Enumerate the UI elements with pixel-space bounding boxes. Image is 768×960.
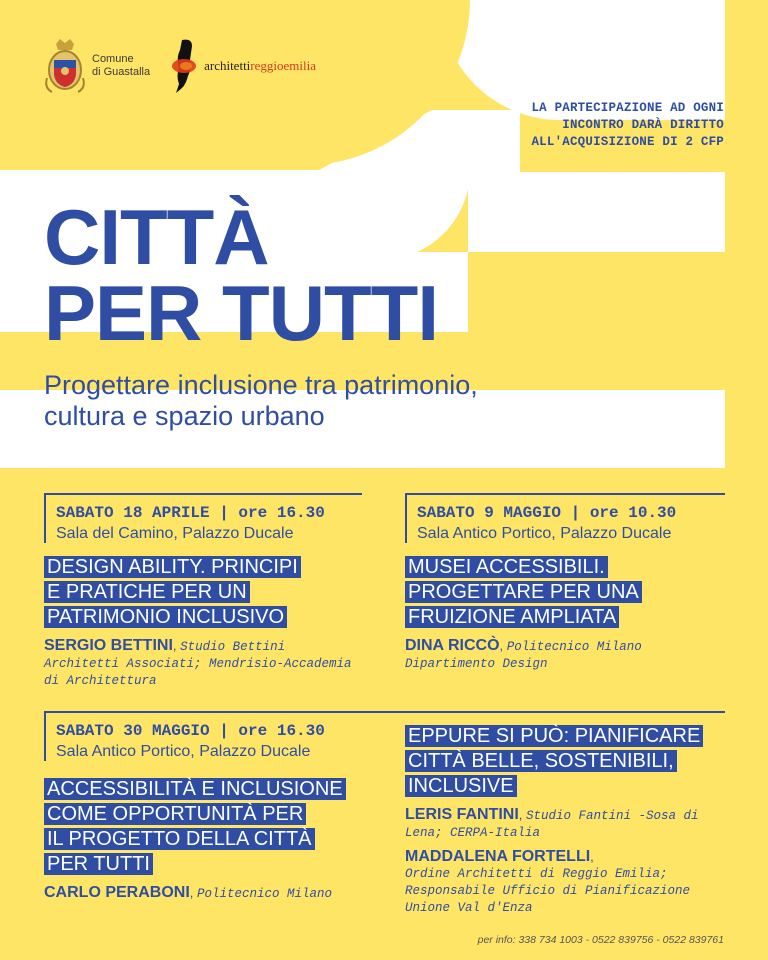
brush-stroke-icon	[170, 38, 200, 94]
event-place: Sala Antico Portico, Palazzo Ducale	[56, 743, 311, 760]
event-3-talk-2	[405, 724, 725, 916]
talk-title: ACCESSIBILITÀ E INCLUSIONE COME OPPORTUNITÀ PER IL PROGETTO DELLA CITTÀ PER TUTTI	[44, 777, 374, 877]
comune-line2: di Guastalla	[92, 66, 151, 78]
event-date: SABATO 18 APRILE | ore 16.30	[56, 504, 325, 522]
talk	[405, 555, 725, 672]
event-header	[405, 493, 725, 543]
logo-architetti-reggio-emilia	[170, 38, 316, 94]
title-line1: CITTÀ	[44, 193, 269, 281]
talk-title: EPPURE SI PUÒ: PIANIFICARE CITTÀ BELLE, SOSTENIBILI, INCLUSIVE	[405, 724, 725, 799]
talk-title: MUSEI ACCESSIBILI. PROGETTARE PER UNA FRUIZIONE AMPLIATA	[405, 555, 725, 630]
talk	[405, 724, 725, 916]
speaker: MADDALENA FORTELLI, Ordine Architetti di Reggio Emilia; Responsabile Ufficio di Pianificazione Unione Val d'Enza	[405, 848, 691, 915]
event-place: Sala del Camino, Palazzo Ducale	[56, 525, 294, 542]
speaker: CARLO PERABONI, Politecnico Milano	[44, 884, 333, 901]
subtitle: Progettare inclusione tra patrimonio, cultura e spazio urbano	[44, 370, 478, 431]
event-card-1	[44, 493, 362, 689]
event-header	[44, 493, 362, 543]
speaker-name: CARLO PERABONI	[44, 884, 190, 901]
contact-info: per info: 338 734 1003 - 0522 839756 - 0522 839761	[477, 934, 724, 946]
speaker: LERIS FANTINI, Studio Fantini -Sosa di Lena; CERPA-Italia	[405, 806, 699, 840]
talk	[44, 777, 374, 902]
event-date: SABATO 30 MAGGIO | ore 16.30	[56, 722, 325, 740]
bg-block-right	[468, 172, 725, 252]
coat-of-arms-icon	[44, 38, 86, 94]
speaker-affiliation: Studio Bettini Architetti Associati; Mendrisio-Accademia di Architettura	[44, 640, 352, 688]
speaker: DINA RICCÒ, Politecnico Milano Dipartimento Design	[405, 637, 642, 671]
speaker-affiliation: Politecnico Milano Dipartimento Design	[405, 640, 642, 671]
speaker-name: SERGIO BETTINI	[44, 637, 173, 654]
event-card-2	[405, 493, 725, 672]
talk-title: DESIGN ABILITY. PRINCIPI E PRATICHE PER UN PATRIMONIO INCLUSIVO	[44, 555, 362, 630]
architetti-wordmark: architettireggioemilia	[204, 58, 316, 73]
logo-bar	[44, 38, 316, 94]
speaker: SERGIO BETTINI, Studio Bettini Architetti Associati; Mendrisio-Accademia di Architettura	[44, 637, 352, 688]
event-place: Sala Antico Portico, Palazzo Ducale	[417, 525, 672, 542]
logo-comune-guastalla	[44, 38, 150, 94]
speaker-name: LERIS FANTINI	[405, 806, 519, 823]
page-title	[44, 193, 438, 357]
speaker-affiliation: Politecnico Milano	[197, 887, 333, 901]
cfp-notice: LA PARTECIPAZIONE AD OGNI INCONTRO DARÀ DIRITTO ALL'ACQUISIZIONE DI 2 CFP	[531, 101, 724, 149]
comune-line1: Comune	[92, 53, 134, 65]
talk	[44, 555, 362, 689]
speaker-name: MADDALENA FORTELLI	[405, 848, 591, 865]
title-line2: PER TUTTI	[44, 269, 438, 357]
event-date: SABATO 9 MAGGIO | ore 10.30	[417, 504, 677, 522]
speaker-affiliation: Ordine Architetti di Reggio Emilia; Responsabile Ufficio di Pianificazione Unione Val d'Enza	[405, 867, 691, 915]
speaker-name: DINA RICCÒ	[405, 637, 500, 654]
speaker-affiliation: Studio Fantini -Sosa di Lena; CERPA-Italia	[405, 809, 699, 840]
event-3-talk-1	[44, 763, 374, 902]
